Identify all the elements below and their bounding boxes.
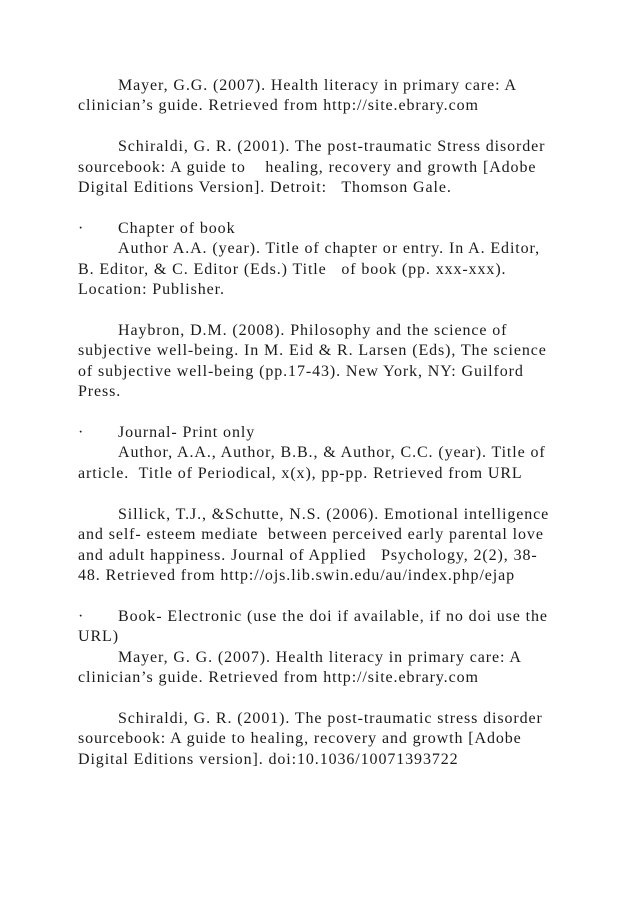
section-heading-continuation: URL) bbox=[78, 628, 119, 645]
reference-line: subjective well-being. In M. Eid & R. Larsen (Eds), The science bbox=[78, 342, 547, 359]
reference-line: B. Editor, & C. Editor (Eds.) Title of book (pp. xxx-xxx). bbox=[78, 261, 507, 278]
section-heading: Book- Electronic (use the doi if available, if no doi use the bbox=[118, 608, 548, 625]
bullet-marker: · bbox=[78, 608, 85, 625]
reference-line: and adult happiness. Journal of Applied Psychology, 2(2), 38- bbox=[78, 547, 538, 564]
reference-line: Press. bbox=[78, 383, 122, 400]
reference-line: 48. Retrieved from http://ojs.lib.swin.edu/au/index.php/ejap bbox=[78, 567, 516, 584]
reference-line: Schiraldi, G. R. (2001). The post-traumatic Stress disorder bbox=[118, 138, 546, 155]
reference-line: clinician’s guide. Retrieved from http://site.ebrary.com bbox=[78, 669, 479, 686]
reference-line: Haybron, D.M. (2008). Philosophy and the science of bbox=[118, 322, 508, 339]
reference-line: Location: Publisher. bbox=[78, 281, 225, 298]
reference-line: of subjective well-being (pp.17-43). New York, NY: Guilford bbox=[78, 363, 524, 380]
reference-line: Schiraldi, G. R. (2001). The post-traumatic stress disorder bbox=[118, 710, 543, 727]
reference-line: sourcebook: A guide to healing, recovery and growth [Adobe bbox=[78, 730, 522, 747]
reference-line: sourcebook: A guide to healing, recovery and growth [Adobe bbox=[78, 159, 537, 176]
reference-line: Author A.A. (year). Title of chapter or entry. In A. Editor, bbox=[118, 240, 541, 257]
reference-line: Mayer, G. G. (2007). Health literacy in primary care: A bbox=[118, 649, 522, 666]
bullet-marker: · bbox=[78, 220, 85, 237]
reference-line: Author, A.A., Author, B.B., & Author, C.C. (year). Title of bbox=[118, 444, 546, 461]
section-heading: Journal- Print only bbox=[118, 424, 256, 441]
reference-line: Digital Editions version]. doi:10.1036/10071393722 bbox=[78, 751, 459, 768]
reference-line: Mayer, G.G. (2007). Health literacy in primary care: A bbox=[118, 77, 517, 94]
reference-line: clinician’s guide. Retrieved from http://site.ebrary.com bbox=[78, 97, 479, 114]
section-heading: Chapter of book bbox=[118, 220, 236, 237]
bullet-marker: · bbox=[78, 424, 85, 441]
reference-line: and self- esteem mediate between perceived early parental love bbox=[78, 526, 544, 543]
reference-line: Sillick, T.J., &Schutte, N.S. (2006). Emotional intelligence bbox=[118, 506, 550, 523]
reference-line: Digital Editions Version]. Detroit: Thomson Gale. bbox=[78, 179, 452, 196]
reference-line: article. Title of Periodical, x(x), pp-pp. Retrieved from URL bbox=[78, 465, 523, 482]
